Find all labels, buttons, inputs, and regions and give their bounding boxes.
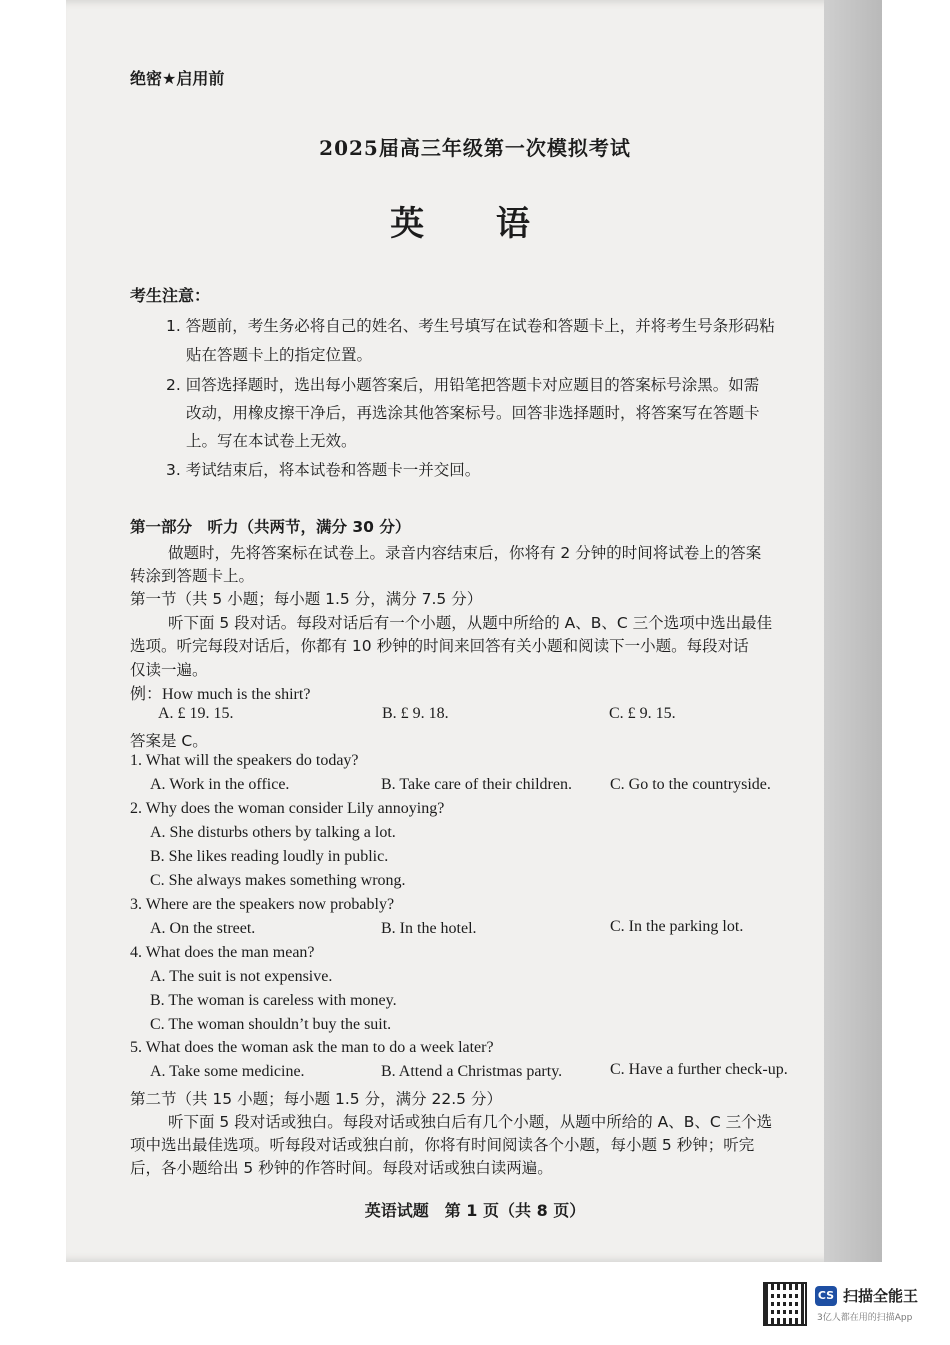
question-3: 3. Where are the speakers now probably? — [130, 896, 395, 913]
scanner-brand-name: 扫描全能王 — [843, 1287, 919, 1305]
notice-heading: 考生注意： — [130, 286, 211, 305]
q2-option-b: B. She likes reading loudly in public. — [150, 848, 389, 865]
camscanner-logo-icon: CS — [815, 1286, 837, 1306]
question-5: 5. What does the woman ask the man to do a week later? — [130, 1039, 494, 1056]
section1-heading: 第一节（共 5 小题；每小题 1.5 分，满分 7.5 分） — [130, 590, 483, 608]
section2-intro: 听下面 5 段对话或独白。每段对话或独白后有几个小题，从题中所给的 A、B、C 三个选 — [168, 1113, 773, 1131]
example-option-c: C. £ 9. 15. — [609, 705, 676, 722]
section2-intro: 项中选出最佳选项。听每段对话或独白前，你将有时间阅读各个小题，每小题 5 秒钟；听完 — [130, 1136, 755, 1154]
exam-title: 2025届高三年级第一次模拟考试 — [319, 136, 631, 160]
q5-option-b: B. Attend a Christmas party. — [381, 1063, 563, 1080]
subject-title: 英 语 — [390, 204, 560, 244]
q2-option-c: C. She always makes something wrong. — [150, 872, 406, 889]
q4-option-b: B. The woman is careless with money. — [150, 992, 397, 1009]
q3-option-c: C. In the parking lot. — [610, 918, 744, 935]
section1-intro: 选项。听完每段对话后，你都有 10 秒钟的时间来回答有关小题和阅读下一小题。每段对话 — [130, 637, 749, 655]
q4-option-a: A. The suit is not expensive. — [150, 968, 333, 985]
notice-item: 贴在答题卡上的指定位置。 — [186, 346, 373, 364]
part1-intro: 转涂到答题卡上。 — [130, 567, 255, 585]
part1-intro: 做题时，先将答案标在试卷上。录音内容结束后，你将有 2 分钟的时间将试卷上的答案 — [168, 544, 762, 562]
section1-intro: 听下面 5 段对话。每段对话后有一个小题，从题中所给的 A、B、C 三个选项中选出最佳 — [168, 614, 773, 632]
example-question: 例：How much is the shirt? — [130, 686, 311, 703]
example-option-b: B. £ 9. 18. — [382, 705, 449, 722]
q1-option-b: B. Take care of their children. — [381, 776, 572, 793]
notice-item: 1. 答题前，考生务必将自己的姓名、考生号填写在试卷和答题卡上，并将考生号条形码粘 — [166, 317, 775, 335]
question-4: 4. What does the man mean? — [130, 944, 315, 961]
example-answer: 答案是 C。 — [130, 732, 208, 750]
section1-intro: 仅读一遍。 — [130, 661, 208, 679]
notice-item: 2. 回答选择题时，选出每小题答案后，用铅笔把答题卡对应题目的答案标号涂黑。如需 — [166, 376, 760, 394]
qr-code-icon — [763, 1282, 807, 1326]
scanner-brand-tagline: 3亿人都在用的扫描App — [817, 1313, 913, 1323]
confidential-label: 绝密★启用前 — [130, 69, 225, 88]
section2-heading: 第二节（共 15 小题；每小题 1.5 分，满分 22.5 分） — [130, 1090, 502, 1108]
question-2: 2. Why does the woman consider Lily annoying? — [130, 800, 445, 817]
notice-item: 3. 考试结束后，将本试卷和答题卡一并交回。 — [166, 461, 481, 479]
notice-item: 改动，用橡皮擦干净后，再选涂其他答案标号。回答非选择题时，将答案写在答题卡 — [186, 404, 760, 422]
q1-option-c: C. Go to the countryside. — [610, 776, 771, 793]
question-1: 1. What will the speakers do today? — [130, 752, 359, 769]
page-edge-shadow — [824, 0, 882, 1262]
q2-option-a: A. She disturbs others by talking a lot. — [150, 824, 396, 841]
q4-option-c: C. The woman shouldn’t buy the suit. — [150, 1016, 392, 1033]
section2-intro: 后，各小题给出 5 秒钟的作答时间。每段对话或独白读两遍。 — [130, 1159, 553, 1177]
q3-option-a: A. On the street. — [150, 920, 256, 937]
q3-option-b: B. In the hotel. — [381, 920, 477, 937]
q1-option-a: A. Work in the office. — [150, 776, 290, 793]
page-footer: 英语试题 第 1 页（共 8 页） — [364, 1201, 586, 1220]
q5-option-a: A. Take some medicine. — [150, 1063, 305, 1080]
example-option-a: A. £ 19. 15. — [158, 705, 234, 722]
part1-heading: 第一部分 听力（共两节，满分 30 分） — [130, 518, 411, 536]
q5-option-c: C. Have a further check-up. — [610, 1061, 788, 1078]
notice-item: 上。写在本试卷上无效。 — [186, 432, 357, 450]
